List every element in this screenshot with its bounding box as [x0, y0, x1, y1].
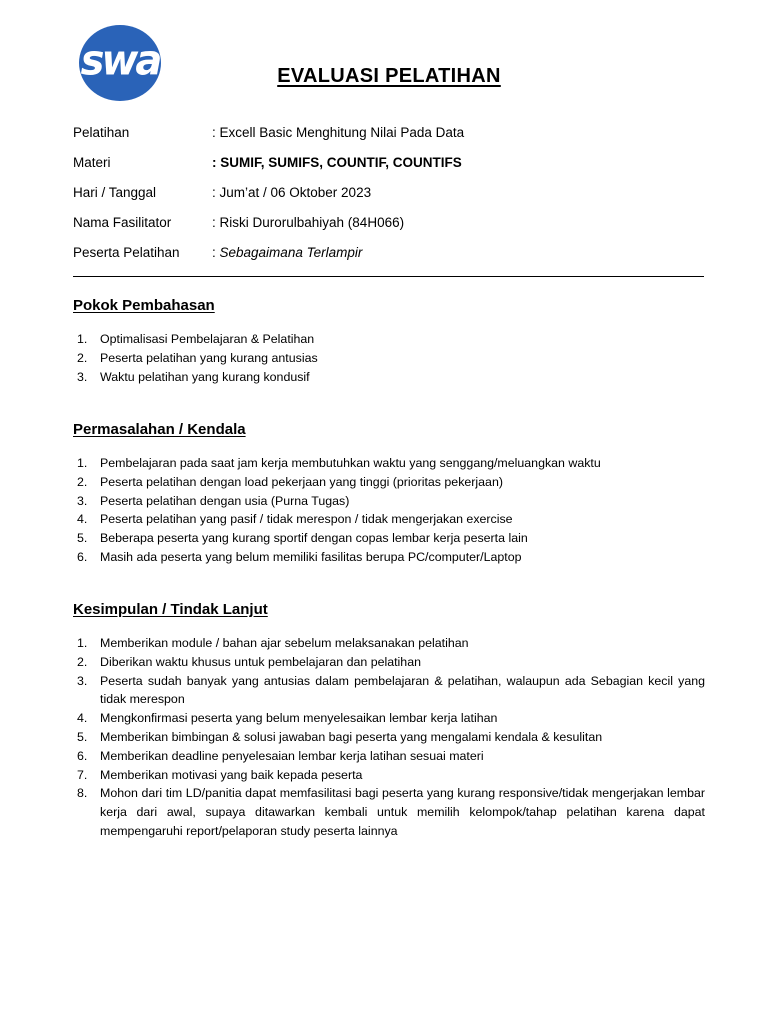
list-item — [73, 349, 705, 368]
info-label: Nama Fasilitator — [73, 215, 172, 230]
section-heading: Pokok Pembahasan — [73, 297, 215, 314]
section-heading: Permasalahan / Kendala — [73, 421, 246, 438]
list-number: 3. — [77, 369, 88, 384]
list-number: 7. — [77, 767, 88, 782]
section-pokok-pembahasan — [73, 296, 705, 386]
list-item-text: Memberikan module / bahan ajar sebelum melaksanakan pelatihan — [100, 636, 469, 650]
list-item-text: Memberikan motivasi yang baik kepada peserta — [100, 767, 363, 782]
list-item-text: Peserta sudah banyak yang antusias dalam pembelajaran & pelatihan, walaupun ada Sebagian kecil yang tidak merespon — [100, 673, 705, 707]
info-label: Materi — [73, 155, 111, 170]
list-item — [73, 709, 705, 728]
list-number: 2. — [77, 350, 88, 365]
training-info — [73, 124, 705, 274]
list-item — [73, 766, 705, 785]
list-item — [73, 330, 705, 349]
list-item-text: Peserta pelatihan yang kurang antusias — [100, 350, 318, 365]
info-value: : Jum’at / 06 Oktober 2023 — [212, 185, 372, 200]
info-value — [212, 244, 362, 262]
list-item-text: Waktu pelatihan yang kurang kondusif — [100, 369, 310, 384]
list-item-text: Mengkonfirmasi peserta yang belum menyelesaikan lembar kerja latihan — [100, 711, 498, 726]
list-number: 5. — [77, 531, 88, 546]
list-item-text: Beberapa peserta yang kurang sportif dengan copas lembar kerja peserta lain — [100, 531, 528, 546]
list-number: 2. — [77, 654, 88, 669]
info-row-fasilitator — [73, 214, 705, 244]
list-number: 6. — [77, 748, 88, 763]
list-item-text: Memberikan deadline penyelesaian lembar kerja latihan sesuai materi — [100, 748, 484, 763]
list-item — [73, 492, 705, 511]
list-item-text: Mohon dari tim LD/panitia dapat memfasilitasi bagi peserta yang kurang responsive/tidak mengerjakan lembar kerja dari awal, supaya ditawarkan kembali untuk memilih kelompok/tahap pelatihan karena dapat mempengaruhi report/pelaporan study peserta lainnya — [100, 786, 705, 838]
list-item-text: Masih ada peserta yang belum memiliki fasilitas berupa PC/computer/Laptop — [100, 549, 522, 564]
list-item — [73, 368, 705, 387]
info-value-italic: Sebagaimana Terlampir — [219, 245, 363, 260]
info-row-pelatihan — [73, 124, 705, 154]
list-item-text: Peserta pelatihan dengan load pekerjaan yang tinggi (prioritas pekerjaan) — [100, 474, 503, 489]
list-item — [73, 548, 705, 567]
list-number: 1. — [77, 456, 88, 470]
info-colon: : — [212, 245, 220, 260]
list-item — [73, 728, 705, 747]
list-item — [73, 672, 705, 710]
list-number: 3. — [77, 493, 88, 508]
swa-logo — [79, 25, 161, 101]
info-row-peserta — [73, 244, 705, 274]
list-item-text: Pembelajaran pada saat jam kerja membutuhkan waktu yang senggang/meluangkan waktu — [100, 456, 601, 470]
list-item — [73, 454, 705, 473]
info-value: : Excell Basic Menghitung Nilai Pada Data — [212, 125, 465, 140]
list-item-text: Memberikan bimbingan & solusi jawaban bagi peserta yang mengalami kendala & kesulitan — [100, 729, 603, 744]
info-value: : SUMIF, SUMIFS, COUNTIF, COUNTIFS — [212, 155, 462, 170]
info-label: Peserta Pelatihan — [73, 245, 180, 260]
list-number: 3. — [77, 673, 88, 688]
list-item-text: Peserta pelatihan yang pasif / tidak merespon / tidak mengerjakan exercise — [100, 512, 513, 527]
list-item — [73, 747, 705, 766]
list-number: 4. — [77, 711, 88, 726]
section-list — [73, 454, 705, 567]
list-number: 5. — [77, 729, 88, 744]
section-kesimpulan — [73, 600, 705, 841]
document-title: EVALUASI PELATIHAN — [277, 65, 501, 87]
section-permasalahan — [73, 420, 705, 567]
list-item — [73, 634, 705, 653]
info-label: Pelatihan — [73, 125, 130, 140]
list-item-text: Peserta pelatihan dengan usia (Purna Tugas) — [100, 493, 350, 508]
section-list — [73, 330, 705, 386]
list-item-text: Optimalisasi Pembelajaran & Pelatihan — [100, 332, 315, 346]
list-number: 1. — [77, 636, 88, 650]
logo-text: swa — [80, 36, 160, 86]
list-item — [73, 529, 705, 548]
list-number: 8. — [77, 786, 88, 801]
info-row-materi — [73, 154, 705, 184]
info-value: : Riski Durorulbahiyah (84H066) — [212, 215, 405, 230]
list-item — [73, 473, 705, 492]
section-heading: Kesimpulan / Tindak Lanjut — [73, 601, 268, 618]
list-number: 2. — [77, 474, 88, 489]
list-item — [73, 784, 705, 840]
list-item — [73, 653, 705, 672]
list-number: 6. — [77, 549, 88, 564]
divider — [73, 276, 704, 277]
section-list — [73, 634, 705, 841]
list-number: 4. — [77, 512, 88, 527]
info-label: Hari / Tanggal — [73, 185, 157, 200]
list-number: 1. — [77, 332, 88, 346]
list-item — [73, 510, 705, 529]
list-item-text: Diberikan waktu khusus untuk pembelajaran dan pelatihan — [100, 654, 421, 669]
info-row-tanggal — [73, 184, 705, 214]
